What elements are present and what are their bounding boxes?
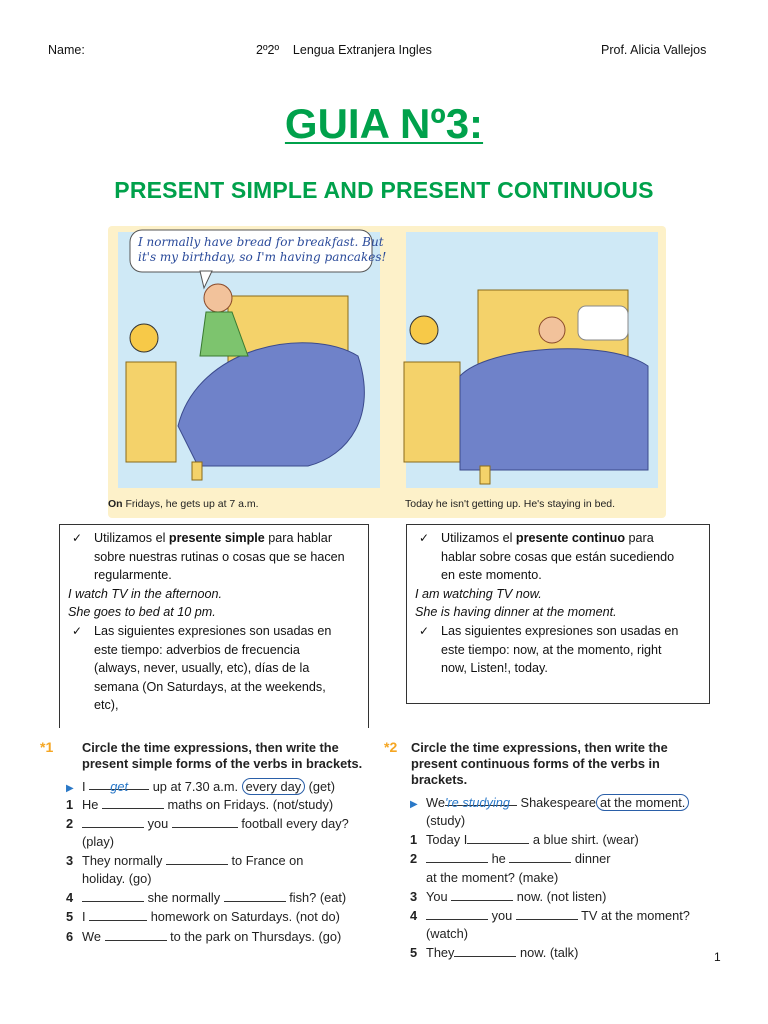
page-subtitle: PRESENT SIMPLE AND PRESENT CONTINUOUS <box>114 177 654 203</box>
right-blanket <box>460 349 648 470</box>
answer-blank[interactable] <box>467 832 529 844</box>
exercise-2-example <box>410 794 689 813</box>
ps-rule-8: etc), <box>94 698 119 713</box>
ex2-item-1 <box>410 831 639 848</box>
ex1-item-num: 3 <box>66 853 74 868</box>
ex1-item-text: to the park on Thursdays. (go) <box>170 929 342 944</box>
ex2-item-text: now. (not listen) <box>516 889 607 904</box>
ex2-item-2-cont: at the moment? (make) <box>426 870 559 885</box>
ex1-item-1 <box>66 796 333 813</box>
page-title: GUIA Nº3: <box>284 100 484 147</box>
ex2-item-text: Today I <box>426 832 468 847</box>
ex1-item-text: football every day? <box>241 816 349 831</box>
speech-text-line-1: I normally have bread for breakfast. But <box>138 235 384 249</box>
answer-blank[interactable] <box>454 945 516 957</box>
pc-rule-1b: presente continuo <box>515 531 626 545</box>
pc-example-2: She is having dinner at the moment. <box>415 605 617 620</box>
answer-blank[interactable] <box>509 851 571 863</box>
exercise-1-number: *1 <box>40 739 54 755</box>
play-triangle-icon: ▶ <box>66 783 74 794</box>
answer-blank[interactable] <box>102 797 164 809</box>
ex2-item-3 <box>410 888 606 905</box>
ex2-item-text: now. (talk) <box>520 945 579 960</box>
ex2-item-text: he <box>491 851 506 866</box>
page-number: 1 <box>714 950 721 964</box>
ex1-item-4 <box>66 889 346 906</box>
answer-blank[interactable] <box>224 890 286 902</box>
ex2-item-text: you <box>491 908 513 923</box>
ex1-item-text: They normally <box>82 853 163 868</box>
ps-rule-3: regularmente. <box>94 568 172 583</box>
ps-example-1: I watch TV in the afternoon. <box>68 586 223 601</box>
ex2-example-cont: (study) <box>426 813 466 828</box>
exercise-2-heading-line-2: present continuous forms of the verbs in <box>411 756 660 771</box>
ex2-item-text: You <box>426 889 448 904</box>
left-alarm-clock <box>130 324 158 352</box>
check-icon: ✓ <box>419 531 430 545</box>
play-triangle-icon: ▶ <box>410 799 418 810</box>
ex2-example-answer: 're studying <box>445 794 517 806</box>
ex2-item-num: 1 <box>410 832 418 847</box>
right-bed-leg <box>480 466 490 484</box>
ex2-item-num: 3 <box>410 889 418 904</box>
ex2-item-5 <box>410 944 578 961</box>
ex1-item-num: 6 <box>66 929 74 944</box>
ex1-item-num: 2 <box>66 816 74 831</box>
caption-right: Today he isn't getting up. He's staying in bed. <box>405 498 616 510</box>
ex1-example-circled: every day <box>242 778 305 795</box>
answer-blank[interactable] <box>426 851 488 863</box>
ex1-item-text: you <box>147 816 169 831</box>
speech-text-line-2: it's my birthday, so I'm having pancakes! <box>138 250 387 264</box>
ex1-item-text: fish? (eat) <box>289 890 347 905</box>
exercise-1-heading <box>82 740 362 772</box>
ex1-item-text: maths on Fridays. (not/study) <box>167 797 334 812</box>
answer-blank[interactable] <box>172 816 238 828</box>
ex2-item-text: They <box>426 945 455 960</box>
ex1-item-text: We <box>82 929 101 944</box>
ex1-item-text: she normally <box>147 890 221 905</box>
ex1-item-num: 5 <box>66 909 74 924</box>
pc-rule-3: en este momento. <box>441 568 542 583</box>
pc-rule-2: hablar sobre cosas que están sucediendo <box>441 549 675 564</box>
exercise-2-number: *2 <box>384 739 398 755</box>
check-icon: ✓ <box>419 623 430 638</box>
pc-example-1: I am watching TV now. <box>415 586 542 601</box>
answer-blank[interactable] <box>426 908 488 920</box>
answer-blank[interactable] <box>451 889 513 901</box>
pc-rule-1a: Utilizamos el <box>441 531 516 545</box>
ex1-example-a: I <box>82 779 86 794</box>
caption-left <box>108 498 259 510</box>
answer-blank[interactable] <box>82 816 144 828</box>
pc-rule-5: este tiempo: now, at the momento, right <box>441 642 662 657</box>
ex1-example-b: up at 7.30 a.m. <box>152 779 239 794</box>
right-nightstand <box>404 362 460 462</box>
ex2-item-num: 4 <box>410 908 418 923</box>
exercise-2-heading-line-3: brackets. <box>411 772 468 787</box>
exercise-2-heading-line-1: Circle the time expressions, then write the <box>411 740 668 755</box>
ex1-item-text: to France on <box>231 853 304 868</box>
ex2-item-text: a blue shirt. (wear) <box>532 832 639 847</box>
caption-left-on: On <box>108 498 123 510</box>
ex1-example-c: (get) <box>308 779 335 794</box>
check-icon: ✓ <box>72 531 83 545</box>
ex2-item-num: 5 <box>410 945 418 960</box>
exercise-1-heading-line-1: Circle the time expressions, then write the <box>82 740 339 755</box>
ps-rule-1a: Utilizamos el <box>94 531 169 545</box>
ex2-item-text: TV at the moment? <box>581 908 690 923</box>
teacher-label: Prof. Alicia Vallejos <box>601 43 707 57</box>
ex1-item-3 <box>66 852 303 869</box>
ex1-item-text: homework on Saturdays. (not do) <box>150 909 340 924</box>
pc-rule-6: now, Listen!, today. <box>441 661 548 676</box>
ex2-item-2 <box>410 850 611 867</box>
ex2-example-circled: at the moment. <box>596 794 689 811</box>
ps-rule-1c: para hablar <box>264 531 333 545</box>
ps-example-2: She goes to bed at 10 pm. <box>68 605 216 620</box>
ex1-item-num: 1 <box>66 797 74 812</box>
ex2-item-4 <box>410 907 690 924</box>
pc-rule-1c: para <box>625 531 654 545</box>
ex2-example-a: We <box>426 795 445 810</box>
left-bed-leg <box>192 462 202 480</box>
exercise-1-heading-line-2: present simple forms of the verbs in brackets. <box>82 756 363 771</box>
ex1-item-2 <box>66 815 349 832</box>
answer-blank[interactable] <box>82 890 144 902</box>
right-boy-head <box>539 317 565 343</box>
ex2-example-b: Shakespeare <box>520 795 596 810</box>
ex2-item-num: 2 <box>410 851 418 866</box>
answer-blank[interactable] <box>516 908 578 920</box>
answer-blank[interactable] <box>105 929 167 941</box>
caption-left-text: Fridays, he gets up at 7 a.m. <box>125 498 259 510</box>
name-label: Name: <box>48 43 85 57</box>
ps-rule-1b: presente simple <box>168 531 265 545</box>
ex2-item-text: dinner <box>574 851 611 866</box>
ex1-item-5 <box>66 908 340 925</box>
ex1-example-answer: get <box>89 778 149 790</box>
answer-blank[interactable] <box>166 853 228 865</box>
ex1-item-text: I <box>82 909 86 924</box>
check-icon: ✓ <box>72 623 83 638</box>
exercise-2-heading <box>411 740 668 788</box>
ex1-item-6 <box>66 928 341 945</box>
present-continuous-box <box>406 524 710 704</box>
exercise-1-example <box>66 778 335 797</box>
ps-rule-2: sobre nuestras rutinas o cosas que se hacen <box>94 549 345 564</box>
pc-rule-4: Las siguientes expresiones son usadas en <box>441 623 679 638</box>
ps-rule-5: este tiempo: adverbios de frecuencia <box>94 642 300 657</box>
ex1-item-2-cont: (play) <box>82 834 114 849</box>
right-alarm-clock <box>410 316 438 344</box>
ex1-item-num: 4 <box>66 890 74 905</box>
left-nightstand <box>126 362 176 462</box>
ps-rule-7: semana (On Saturdays, at the weekends, <box>94 679 326 694</box>
left-boy-head <box>204 284 232 312</box>
ex2-item-4-cont: (watch) <box>426 926 468 941</box>
ps-rule-4: Las siguientes expresiones son usadas en <box>94 623 332 638</box>
illustration-drawing <box>108 226 666 518</box>
course-label: 2º2º Lengua Extranjera Ingles <box>256 43 432 57</box>
right-pillow <box>578 306 628 340</box>
ps-rule-6: (always, never, usually, etc), días de la <box>94 661 310 676</box>
ex1-item-text: He <box>82 797 99 812</box>
illustration <box>108 226 666 518</box>
present-simple-box <box>59 524 369 728</box>
ex1-item-3-cont: holiday. (go) <box>82 871 152 886</box>
answer-blank[interactable] <box>89 909 147 921</box>
